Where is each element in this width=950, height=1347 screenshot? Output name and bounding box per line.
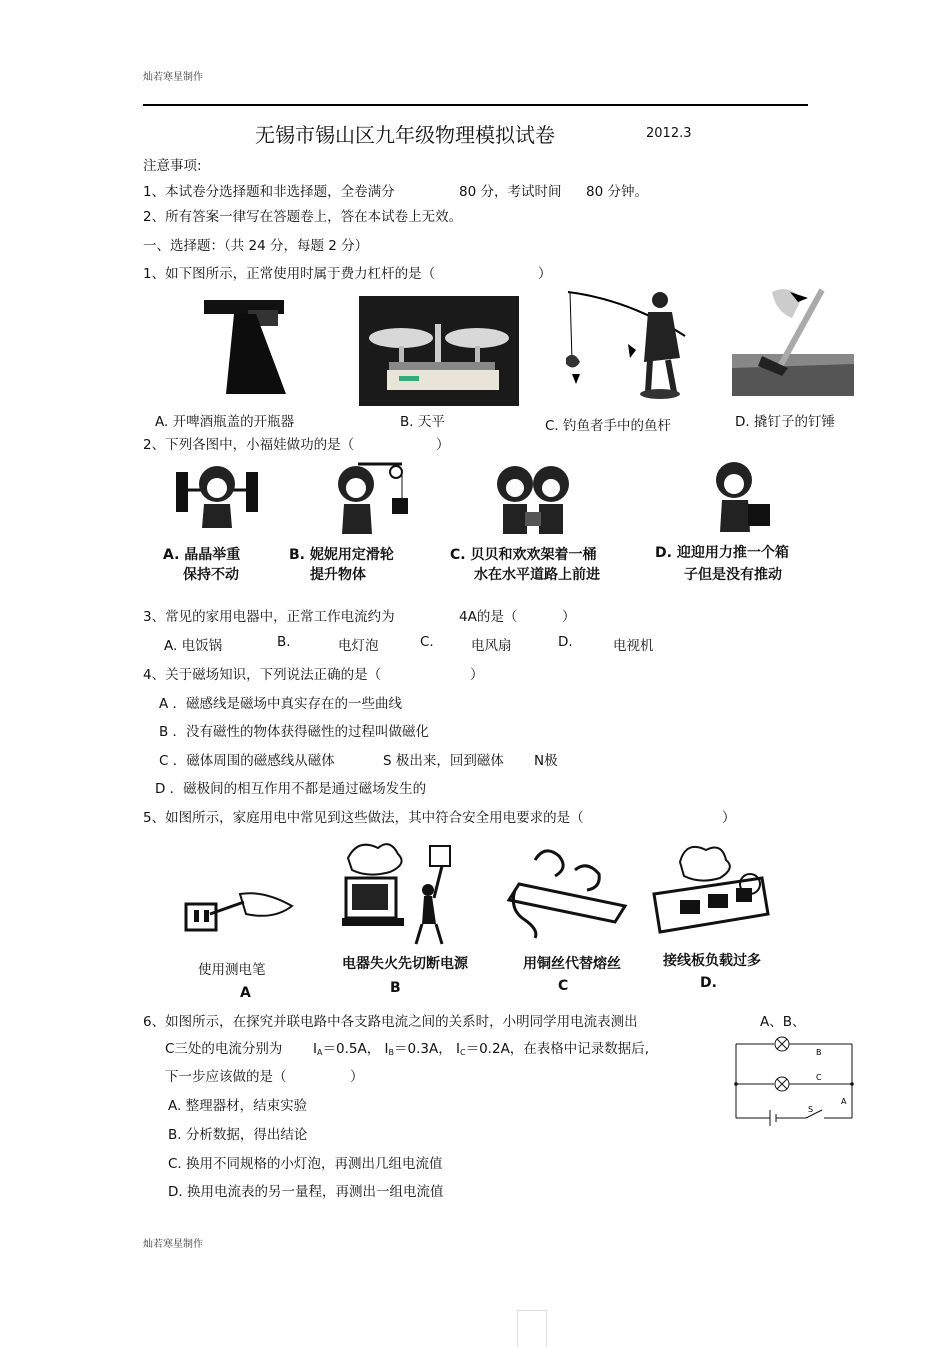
q3-option-b: B.	[277, 634, 291, 650]
q4-option-c-b: S 极出来，回到磁体	[383, 753, 504, 769]
q3-option-a: A. 电饭锅	[164, 638, 223, 654]
page-tab-mark	[517, 1310, 547, 1347]
q5-b-caption: 电器失火先切断电源	[342, 956, 468, 972]
q3-option-c-text: 电风扇	[471, 638, 512, 654]
circuit-label-s: S	[808, 1105, 814, 1114]
exam-date: 2012.3	[646, 126, 692, 141]
q3-option-d: D.	[558, 634, 573, 650]
q2-b-line2: 提升物体	[310, 567, 366, 583]
q3-option-d-text: 电视机	[613, 638, 654, 654]
q4-option-a: A ．磁感线是磁场中真实存在的一些曲线	[159, 696, 403, 712]
claw-hammer-figure	[732, 284, 854, 400]
nini-pulley-figure	[318, 458, 408, 538]
q2-d-line2: 子但是没有推动	[684, 567, 782, 583]
q3-stem-a: 3、常见的家用电器中，正常工作电流约为	[143, 609, 395, 625]
q4-option-c-c: N极	[534, 753, 558, 769]
q6-option-d: D. 换用电流表的另一量程，再测出一组电流值	[168, 1184, 444, 1200]
q6-option-b: B. 分析数据，得出结论	[168, 1127, 308, 1143]
header-rule	[143, 104, 808, 106]
q5-paren: ）	[722, 810, 736, 826]
q1-stem: 1、如下图所示，正常使用时属于费力杠杆的是（	[143, 266, 436, 282]
q3-paren: ）	[562, 609, 576, 625]
q6-paren: ）	[350, 1069, 364, 1085]
note-1b: 80 分，考试时间	[459, 184, 562, 200]
header-maker: 灿若寒星制作	[143, 72, 203, 83]
bottle-opener-figure	[198, 296, 298, 398]
q5-stem: 5、如图所示，家庭用电中常见到这些做法，其中符合安全用电要求的是（	[143, 810, 584, 826]
page-title: 无锡市锡山区九年级物理模拟试卷	[255, 123, 555, 147]
current-c: $I_C=0.2A$，在表格中记录数据后,	[456, 1041, 650, 1057]
q2-paren: ）	[436, 437, 450, 453]
beibei-huanhuan-bucket-figure	[493, 462, 573, 540]
note-2: 2、所有答案一律写在答题卷上，答在本试卷上无效。	[143, 209, 463, 225]
q2-a-line2: 保持不动	[183, 567, 239, 583]
q4-option-d: D ．磁极间的相互作用不都是通过磁场发生的	[155, 781, 427, 797]
q6-stem-line1: 6、如图所示，在探究并联电路中各支路电流之间的关系时，小明同学用电流表测出	[143, 1014, 638, 1030]
q3-stem-b: 4A的是（	[459, 609, 518, 625]
current-a: $I_A=0.5A$，	[313, 1041, 381, 1057]
fishing-rod-figure	[560, 288, 700, 403]
q2-stem: 2、下列各图中，小福娃做功的是（	[143, 437, 355, 453]
copper-wire-fuse-figure	[505, 840, 630, 940]
q4-option-c-a: C ．磁体周围的磁感线从磁体	[159, 753, 335, 769]
q4-paren: ）	[470, 667, 484, 683]
appliance-fire-figure	[338, 838, 463, 946]
q4-option-b: B ．没有磁性的物体获得磁性的过程叫做磁化	[159, 724, 430, 740]
q5-d-label: D.	[700, 975, 717, 991]
q1-paren: ）	[538, 266, 552, 282]
q2-d-line1: D. 迎迎用力推一个箱	[655, 545, 789, 561]
note-1a: 1、本试卷分选择题和非选择题，全卷满分	[143, 184, 395, 200]
q2-c-line1: C. 贝贝和欢欢架着一桶	[450, 547, 597, 563]
circuit-label-b: B	[816, 1048, 822, 1057]
q2-a-line1: A. 晶晶举重	[163, 547, 241, 563]
q6-stem-line2-text: C三处的电流分别为	[165, 1041, 283, 1057]
q5-c-caption: 用铜丝代替熔丝	[523, 956, 621, 972]
q5-c-label: C	[558, 978, 569, 994]
current-b: $I_B=0.3A$，	[384, 1041, 452, 1057]
q1-option-d: D. 撬钉子的钉锤	[735, 414, 835, 430]
note-1c: 80 分钟。	[586, 184, 648, 200]
q1-option-b: B. 天平	[400, 414, 445, 430]
q3-option-b-text: 电灯泡	[338, 638, 379, 654]
section-1-heading: 一、选择题：（共 24 分，每题 2 分）	[143, 238, 369, 254]
test-pen-figure	[184, 888, 299, 936]
circuit-label-a: A	[841, 1097, 847, 1106]
q5-d-caption: 接线板负载过多	[663, 953, 761, 969]
footer-maker: 灿若寒星制作	[143, 1239, 203, 1250]
q6-stem-line1-tail: A、B、	[760, 1014, 806, 1030]
jingjing-weightlift-figure	[172, 458, 262, 538]
q6-stem-line2	[165, 1037, 649, 1057]
q5-b-label: B	[390, 980, 401, 996]
q6-option-a: A. 整理器材，结束实验	[168, 1098, 308, 1114]
q5-a-label: A	[240, 985, 251, 1001]
q5-a-caption: 使用测电笔	[198, 962, 266, 978]
notes-heading: 注意事项:	[143, 158, 202, 174]
q2-c-line2: 水在水平道路上前进	[474, 567, 600, 583]
balance-scale-figure	[359, 296, 519, 406]
parallel-circuit-diagram	[732, 1036, 856, 1128]
yingying-push-box-figure	[700, 458, 780, 538]
q2-b-line1: B. 妮妮用定滑轮	[289, 547, 394, 563]
circuit-label-c: C	[816, 1073, 822, 1082]
overloaded-power-strip-figure	[650, 838, 775, 940]
q1-option-a: A. 开啤酒瓶盖的开瓶器	[155, 414, 295, 430]
q6-option-c: C. 换用不同规格的小灯泡，再测出几组电流值	[168, 1156, 443, 1172]
q3-option-c: C.	[420, 634, 434, 650]
q6-stem-line3: 下一步应该做的是（	[165, 1069, 287, 1085]
q1-option-c: C. 钓鱼者手中的鱼杆	[545, 418, 672, 434]
q4-stem: 4、关于磁场知识，下列说法正确的是（	[143, 667, 382, 683]
